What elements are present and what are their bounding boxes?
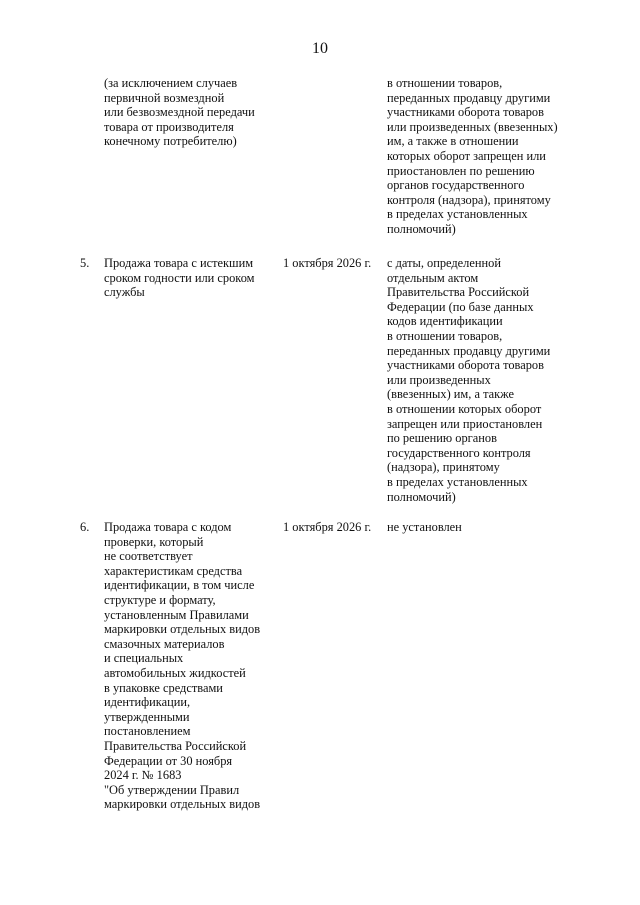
row-6-date: 1 октября 2026 г. xyxy=(283,520,372,534)
row-6-condition: не установлен xyxy=(387,520,462,534)
row-5-description: Продажа товара с истекшим сроком годности или сроком службы xyxy=(104,256,255,300)
row-5-number: 5. xyxy=(80,256,90,270)
row-5-condition: с даты, определенной отдельным актом Правительства Российской Федерации (по базе данных кодов идентификации в отношении товаров, переданных продавцу другими участниками оборота товаров или произведенных (ввезенных) им, а также в отношении которых оборот запрещен или приостановлен по решению органов государственного контроля (надзора), принятому в пределах установленных полномочий) xyxy=(387,256,551,504)
row-5-date: 1 октября 2026 г. xyxy=(283,256,372,270)
row-6-number: 6. xyxy=(80,520,90,534)
row-0-description: (за исключением случаев первичной возмездной или безвозмездной передачи товара от производителя конечному потребителю) xyxy=(104,76,255,149)
row-0-condition: в отношении товаров, переданных продавцу другими участниками оборота товаров или произведенных (ввезенных) им, а также в отношении которых оборот запрещен или приостановлен по решению органов государственного контроля (надзора), принятому в пределах установленных полномочий) xyxy=(387,76,558,236)
row-6-description: Продажа товара с кодом проверки, который не соответствует характеристикам средства идентификации, в том числе структуре и формату, установленным Правилами маркировки отдельных видов смазочных материалов и специальных автомобильных жидкостей в упаковке средствами идентификации, утвержденными постановлением Правительства Российской Федерации от 30 ноября 2024 г. № 1683 "Об утверждении Правил маркировки отдельных видов xyxy=(104,520,261,812)
page-number: 10 xyxy=(312,40,328,57)
